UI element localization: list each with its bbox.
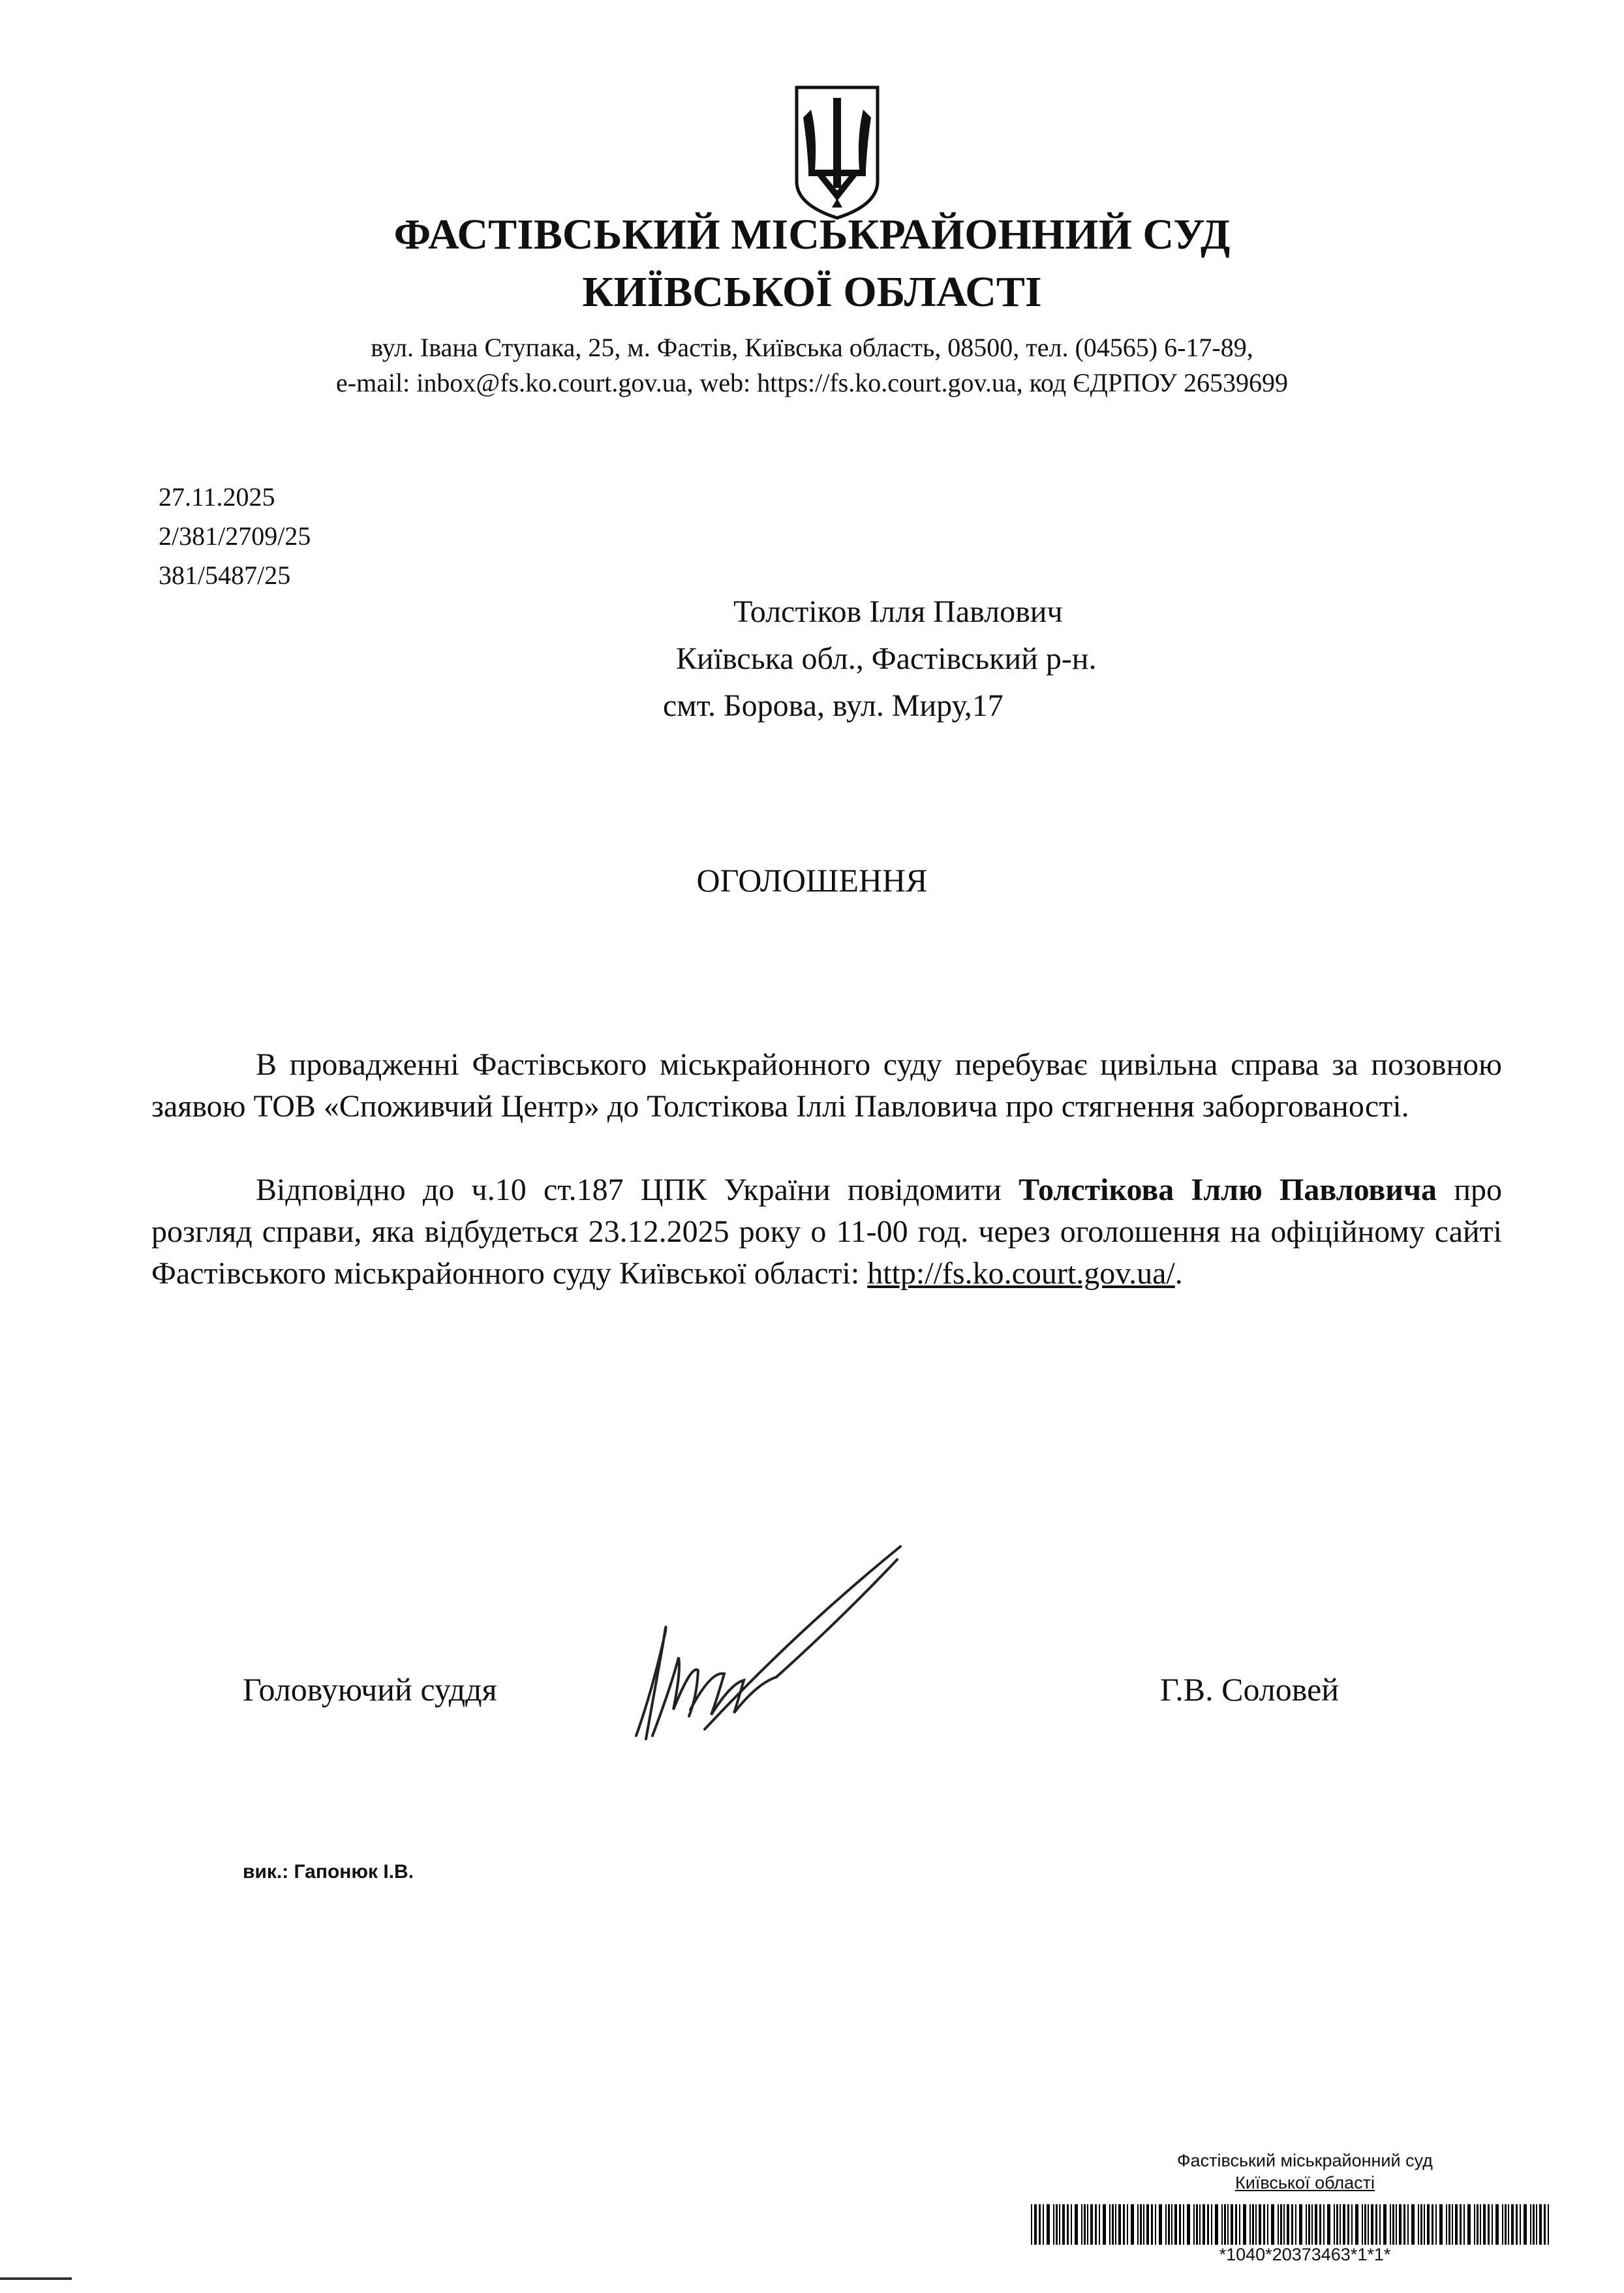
presiding-judge-label: Головуючий суддя: [243, 1671, 497, 1708]
page-edge-mark: [0, 2277, 72, 2280]
addressee-name: Толстіков Ілля Павлович: [733, 594, 1063, 629]
case-number: 2/381/2709/25: [159, 521, 311, 551]
court-name-line1: ФАСТІВСЬКИЙ МІСЬКРАЙОННИЙ СУД: [393, 211, 1231, 258]
court-website-link[interactable]: http://fs.ko.court.gov.ua/: [867, 1256, 1175, 1291]
announcement-paragraph-1: В провадженні Фастівського міськрайонного суду перебуває цивільна справа за позовною заявою ТОВ «Споживчий Центр» до Толстікова Іллі Павловича про стягнення заборгованості.: [151, 1047, 1502, 1124]
coat-of-arms-icon: [791, 84, 883, 222]
announcement-title: ОГОЛОШЕННЯ: [696, 862, 928, 899]
outgoing-number: 381/5487/25: [159, 561, 291, 590]
contact-address-line: вул. Івана Ступака, 25, м. Фастів, Київська область, 08500, тел. (04565) 6-17-89,: [371, 333, 1253, 362]
court-name-line2: КИЇВСЬКОЇ ОБЛАСТІ: [582, 268, 1042, 316]
contact-web-line: e-mail: inbox@fs.ko.court.gov.ua, web: https://fs.ko.court.gov.ua, код ЄДРПОУ 26539699: [336, 368, 1288, 397]
announcement-paragraph-2: Відповідно до ч.10 ст.187 ЦПК України повідомити Толстікова Іллю Павловича про розгляд справи, яка відбудеться 23.12.2025 року о 11-00 год. через оголошення на офіційному сайті Фастівського міськрайонного суду Київської області: http://fs.ko.court.gov.ua/.: [151, 1173, 1503, 1291]
addressee-street: смт. Борова, вул. Миру,17: [663, 688, 1004, 723]
document-date: 27.11.2025: [159, 482, 275, 512]
judge-signature: [626, 1540, 933, 1749]
judge-name: Г.В. Соловей: [1160, 1671, 1340, 1708]
barcode: [1031, 2204, 1553, 2245]
stamp-region: Київської області: [1235, 2173, 1375, 2193]
executor-label: вик.: Гапонюк І.В.: [243, 1861, 414, 1883]
defendant-name: Толстікова Іллю Павловича: [1019, 1173, 1437, 1207]
addressee-region: Київська обл., Фастівський р-н.: [676, 641, 1097, 676]
barcode-number: *1040*20373463*1*1*: [1219, 2245, 1391, 2264]
stamp-court-name: Фастівський міськрайонний суд: [1177, 2151, 1433, 2170]
